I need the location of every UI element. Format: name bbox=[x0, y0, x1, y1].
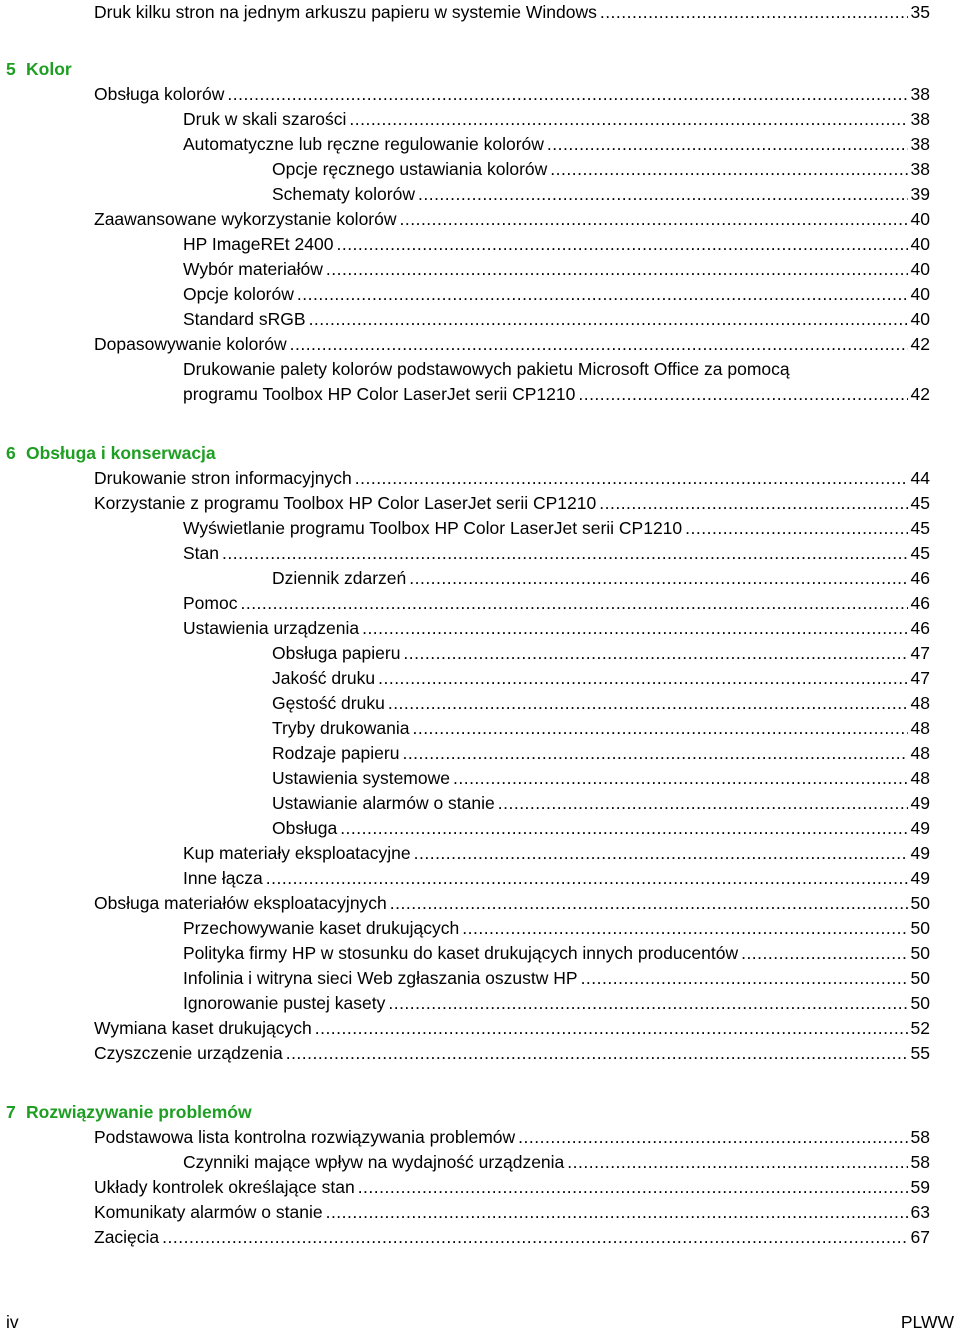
toc-entry[interactable] bbox=[94, 491, 930, 515]
toc-entry[interactable] bbox=[272, 791, 930, 815]
toc-entry-title: Jakość druku bbox=[272, 668, 376, 688]
toc-entry[interactable] bbox=[272, 641, 930, 665]
dot-leader bbox=[378, 666, 907, 690]
toc-entry-title: Schematy kolorów bbox=[272, 184, 415, 204]
toc-entry[interactable] bbox=[94, 1175, 930, 1199]
toc-entry[interactable] bbox=[183, 991, 930, 1015]
toc-entry[interactable] bbox=[272, 716, 930, 740]
footer-language-code: PLWW bbox=[900, 1312, 954, 1332]
toc-entry-title: Czynniki mające wpływ na wydajność urządzenia bbox=[183, 1152, 565, 1172]
toc-entry-title: Druk kilku stron na jednym arkuszu papieru w systemie Windows bbox=[94, 2, 597, 22]
toc-entry[interactable] bbox=[183, 616, 930, 640]
toc-entry-page: 40 bbox=[910, 259, 930, 279]
toc-entry-page: 48 bbox=[910, 743, 930, 763]
toc-entry-page: 58 bbox=[910, 1152, 930, 1172]
dot-leader bbox=[355, 466, 908, 490]
dot-leader bbox=[412, 716, 907, 740]
toc-entry-title: Obsługa papieru bbox=[272, 643, 401, 663]
dot-leader bbox=[550, 157, 907, 181]
toc-entry-page: 42 bbox=[910, 384, 930, 404]
toc-entry-title: Ustawianie alarmów o stanie bbox=[272, 793, 495, 813]
toc-entry[interactable] bbox=[94, 1200, 930, 1224]
toc-entry[interactable] bbox=[272, 741, 930, 765]
toc-entry-page: 38 bbox=[910, 109, 930, 129]
toc-entry-title: Obsługa kolorów bbox=[94, 84, 225, 104]
toc-entry-title: Stan bbox=[183, 543, 219, 563]
toc-entry-page: 40 bbox=[910, 209, 930, 229]
dot-leader bbox=[362, 616, 907, 640]
toc-entry-page: 40 bbox=[910, 309, 930, 329]
toc-entry-title: Zaawansowane wykorzystanie kolorów bbox=[94, 209, 397, 229]
toc-entry[interactable] bbox=[272, 766, 930, 790]
toc-entry-title: Rodzaje papieru bbox=[272, 743, 400, 763]
toc-entry-title: Dopasowywanie kolorów bbox=[94, 334, 287, 354]
chapter-title: Obsługa i konserwacja bbox=[26, 443, 216, 463]
toc-entry[interactable] bbox=[272, 182, 930, 206]
toc-entry-page: 42 bbox=[910, 334, 930, 354]
toc-entry-title: Polityka firmy HP w stosunku do kaset drukujących innych producentów bbox=[183, 943, 739, 963]
chapter-heading-6[interactable] bbox=[6, 441, 216, 465]
toc-entry-title: Standard sRGB bbox=[183, 309, 306, 329]
toc-entry-page: 52 bbox=[910, 1018, 930, 1038]
toc-entry-page: 50 bbox=[910, 943, 930, 963]
toc-entry-page: 45 bbox=[910, 493, 930, 513]
dot-leader bbox=[162, 1225, 907, 1249]
toc-entry[interactable] bbox=[183, 307, 930, 331]
toc-entry[interactable] bbox=[272, 691, 930, 715]
toc-entry-title: Gęstość druku bbox=[272, 693, 385, 713]
toc-entry-page: 46 bbox=[910, 568, 930, 588]
chapter-number: 6 bbox=[6, 443, 16, 463]
toc-entry[interactable] bbox=[183, 132, 930, 156]
toc-entry[interactable] bbox=[94, 466, 930, 490]
toc-entry-title: programu Toolbox HP Color LaserJet serii CP1210 bbox=[183, 384, 576, 404]
dot-leader bbox=[409, 566, 907, 590]
toc-entry-title: Opcje kolorów bbox=[183, 284, 294, 304]
toc-entry-page: 49 bbox=[910, 868, 930, 888]
toc-entry-page: 58 bbox=[910, 1127, 930, 1147]
toc-entry[interactable] bbox=[94, 207, 930, 231]
toc-entry[interactable] bbox=[272, 816, 930, 840]
toc-entry[interactable] bbox=[183, 1150, 930, 1174]
dot-leader bbox=[402, 741, 907, 765]
toc-entry-title: Pomoc bbox=[183, 593, 238, 613]
dot-leader bbox=[400, 207, 908, 231]
dot-leader bbox=[326, 1200, 908, 1224]
toc-entry-page: 67 bbox=[910, 1227, 930, 1247]
toc-entry-page: 59 bbox=[910, 1177, 930, 1197]
dot-leader bbox=[418, 182, 908, 206]
toc-entry-title: Zacięcia bbox=[94, 1227, 160, 1247]
dot-leader bbox=[315, 1016, 908, 1040]
dot-leader bbox=[403, 641, 907, 665]
dot-leader bbox=[599, 491, 907, 515]
dot-leader bbox=[498, 791, 908, 815]
toc-entry[interactable] bbox=[94, 82, 930, 106]
toc-entry[interactable] bbox=[183, 966, 930, 990]
dot-leader bbox=[600, 0, 908, 24]
dot-leader bbox=[685, 516, 907, 540]
toc-entry[interactable] bbox=[183, 282, 930, 306]
toc-entry-page: 47 bbox=[910, 668, 930, 688]
toc-entry[interactable] bbox=[94, 891, 930, 915]
dot-leader bbox=[222, 541, 908, 565]
dot-leader bbox=[462, 916, 907, 940]
dot-leader bbox=[358, 1175, 908, 1199]
toc-entry-page: 63 bbox=[910, 1202, 930, 1222]
toc-entry-page: 45 bbox=[910, 518, 930, 538]
toc-entry[interactable] bbox=[183, 941, 930, 965]
toc-entry-page: 48 bbox=[910, 768, 930, 788]
dot-leader bbox=[414, 841, 908, 865]
toc-entry[interactable] bbox=[94, 1016, 930, 1040]
toc-entry-page: 49 bbox=[910, 818, 930, 838]
toc-entry-page: 50 bbox=[910, 918, 930, 938]
toc-entry-page: 44 bbox=[910, 468, 930, 488]
toc-entry[interactable] bbox=[183, 516, 930, 540]
toc-entry[interactable] bbox=[183, 541, 930, 565]
toc-entry-title: Dziennik zdarzeń bbox=[272, 568, 407, 588]
toc-entry[interactable] bbox=[94, 1225, 930, 1249]
toc-entry-title: Wyświetlanie programu Toolbox HP Color LaserJet serii CP1210 bbox=[183, 518, 683, 538]
toc-entry-title: Kup materiały eksploatacyjne bbox=[183, 843, 411, 863]
toc-entry-title: Tryby drukowania bbox=[272, 718, 410, 738]
toc-entry-title: Ustawienia urządzenia bbox=[183, 618, 360, 638]
toc-entry-page: 40 bbox=[910, 234, 930, 254]
dot-leader bbox=[309, 307, 908, 331]
toc-entry-page: 55 bbox=[910, 1043, 930, 1063]
toc-entry-title: Druk w skali szarości bbox=[183, 109, 347, 129]
chapter-title: Rozwiązywanie problemów bbox=[26, 1102, 252, 1122]
dot-leader bbox=[547, 132, 908, 156]
toc-entry-title: Wymiana kaset drukujących bbox=[94, 1018, 312, 1038]
dot-leader bbox=[266, 866, 908, 890]
toc-entry-page: 45 bbox=[910, 543, 930, 563]
toc-entry-page: 50 bbox=[910, 968, 930, 988]
toc-entry[interactable] bbox=[272, 666, 930, 690]
toc-entry[interactable] bbox=[183, 866, 930, 890]
toc-entry[interactable] bbox=[183, 841, 930, 865]
toc-entry-page: 49 bbox=[910, 793, 930, 813]
toc-entry-title: Inne łącza bbox=[183, 868, 263, 888]
toc-entry-page: 46 bbox=[910, 618, 930, 638]
dot-leader bbox=[741, 941, 907, 965]
toc-entry-title: Czyszczenie urządzenia bbox=[94, 1043, 283, 1063]
chapter-number: 7 bbox=[6, 1102, 16, 1122]
toc-entry[interactable] bbox=[94, 0, 930, 24]
dot-leader bbox=[227, 82, 907, 106]
toc-entry[interactable] bbox=[94, 1041, 930, 1065]
toc-entry[interactable] bbox=[183, 916, 930, 940]
dot-leader bbox=[388, 691, 908, 715]
toc-entry-title: Ustawienia systemowe bbox=[272, 768, 450, 788]
toc-entry-page: 49 bbox=[910, 843, 930, 863]
toc-entry-title: Automatyczne lub ręczne regulowanie kolorów bbox=[183, 134, 544, 154]
chapter-heading-7[interactable] bbox=[6, 1100, 252, 1124]
dot-leader bbox=[340, 816, 907, 840]
toc-entry-title: Ignorowanie pustej kasety bbox=[183, 993, 386, 1013]
toc-entry-page: 46 bbox=[910, 593, 930, 613]
toc-entry-title: Obsługa materiałów eksploatacyjnych bbox=[94, 893, 387, 913]
toc-entry-page: 47 bbox=[910, 643, 930, 663]
toc-entry-page: 48 bbox=[910, 693, 930, 713]
toc-entry-title: Drukowanie stron informacyjnych bbox=[94, 468, 352, 488]
toc-entry-page: 39 bbox=[910, 184, 930, 204]
toc-entry-title: Obsługa bbox=[272, 818, 338, 838]
toc-entry[interactable] bbox=[183, 107, 930, 131]
dot-leader bbox=[297, 282, 908, 306]
dot-leader bbox=[390, 891, 908, 915]
toc-entry[interactable] bbox=[183, 382, 930, 406]
toc-entry-title: Infolinia i witryna sieci Web zgłaszania oszustw HP bbox=[183, 968, 578, 988]
dot-leader bbox=[326, 257, 908, 281]
chapter-title: Kolor bbox=[26, 59, 72, 79]
toc-entry-title: Wybór materiałów bbox=[183, 259, 323, 279]
dot-leader bbox=[286, 1041, 908, 1065]
toc-entry-page: 50 bbox=[910, 993, 930, 1013]
toc-entry-title: Komunikaty alarmów o stanie bbox=[94, 1202, 323, 1222]
toc-entry-page: 38 bbox=[910, 159, 930, 179]
toc-entry-page: 35 bbox=[910, 2, 930, 22]
toc-entry-title-line[interactable]: Drukowanie palety kolorów podstawowych pakietu Microsoft Office za pomocą bbox=[183, 359, 790, 379]
dot-leader bbox=[581, 966, 908, 990]
toc-entry-title: HP ImageREt 2400 bbox=[183, 234, 334, 254]
toc-entry-page: 38 bbox=[910, 134, 930, 154]
dot-leader bbox=[388, 991, 907, 1015]
toc-entry[interactable] bbox=[94, 332, 930, 356]
toc-entry-page: 38 bbox=[910, 84, 930, 104]
toc-entry-title: Podstawowa lista kontrolna rozwiązywania problemów bbox=[94, 1127, 516, 1147]
chapter-number: 5 bbox=[6, 59, 16, 79]
toc-entry-title: Opcje ręcznego ustawiania kolorów bbox=[272, 159, 548, 179]
footer-page-number: iv bbox=[6, 1312, 19, 1332]
dot-leader bbox=[240, 591, 907, 615]
toc-entry-title: Układy kontrolek określające stan bbox=[94, 1177, 355, 1197]
dot-leader bbox=[290, 332, 908, 356]
toc-entry-title: Korzystanie z programu Toolbox HP Color LaserJet serii CP1210 bbox=[94, 493, 597, 513]
dot-leader bbox=[518, 1125, 907, 1149]
chapter-heading-5[interactable] bbox=[6, 57, 72, 81]
toc-entry[interactable] bbox=[94, 1125, 930, 1149]
toc-entry[interactable] bbox=[183, 591, 930, 615]
dot-leader bbox=[567, 1150, 907, 1174]
toc-entry-page: 48 bbox=[910, 718, 930, 738]
toc-entry-title: Przechowywanie kaset drukujących bbox=[183, 918, 460, 938]
toc-entry-page: 40 bbox=[910, 284, 930, 304]
dot-leader bbox=[336, 232, 907, 256]
toc-entry[interactable] bbox=[183, 257, 930, 281]
dot-leader bbox=[578, 382, 907, 406]
dot-leader bbox=[453, 766, 908, 790]
toc-entry-page: 50 bbox=[910, 893, 930, 913]
toc-entry[interactable] bbox=[272, 566, 930, 590]
dot-leader bbox=[349, 107, 907, 131]
toc-entry[interactable] bbox=[272, 157, 930, 181]
toc-entry[interactable] bbox=[183, 232, 930, 256]
